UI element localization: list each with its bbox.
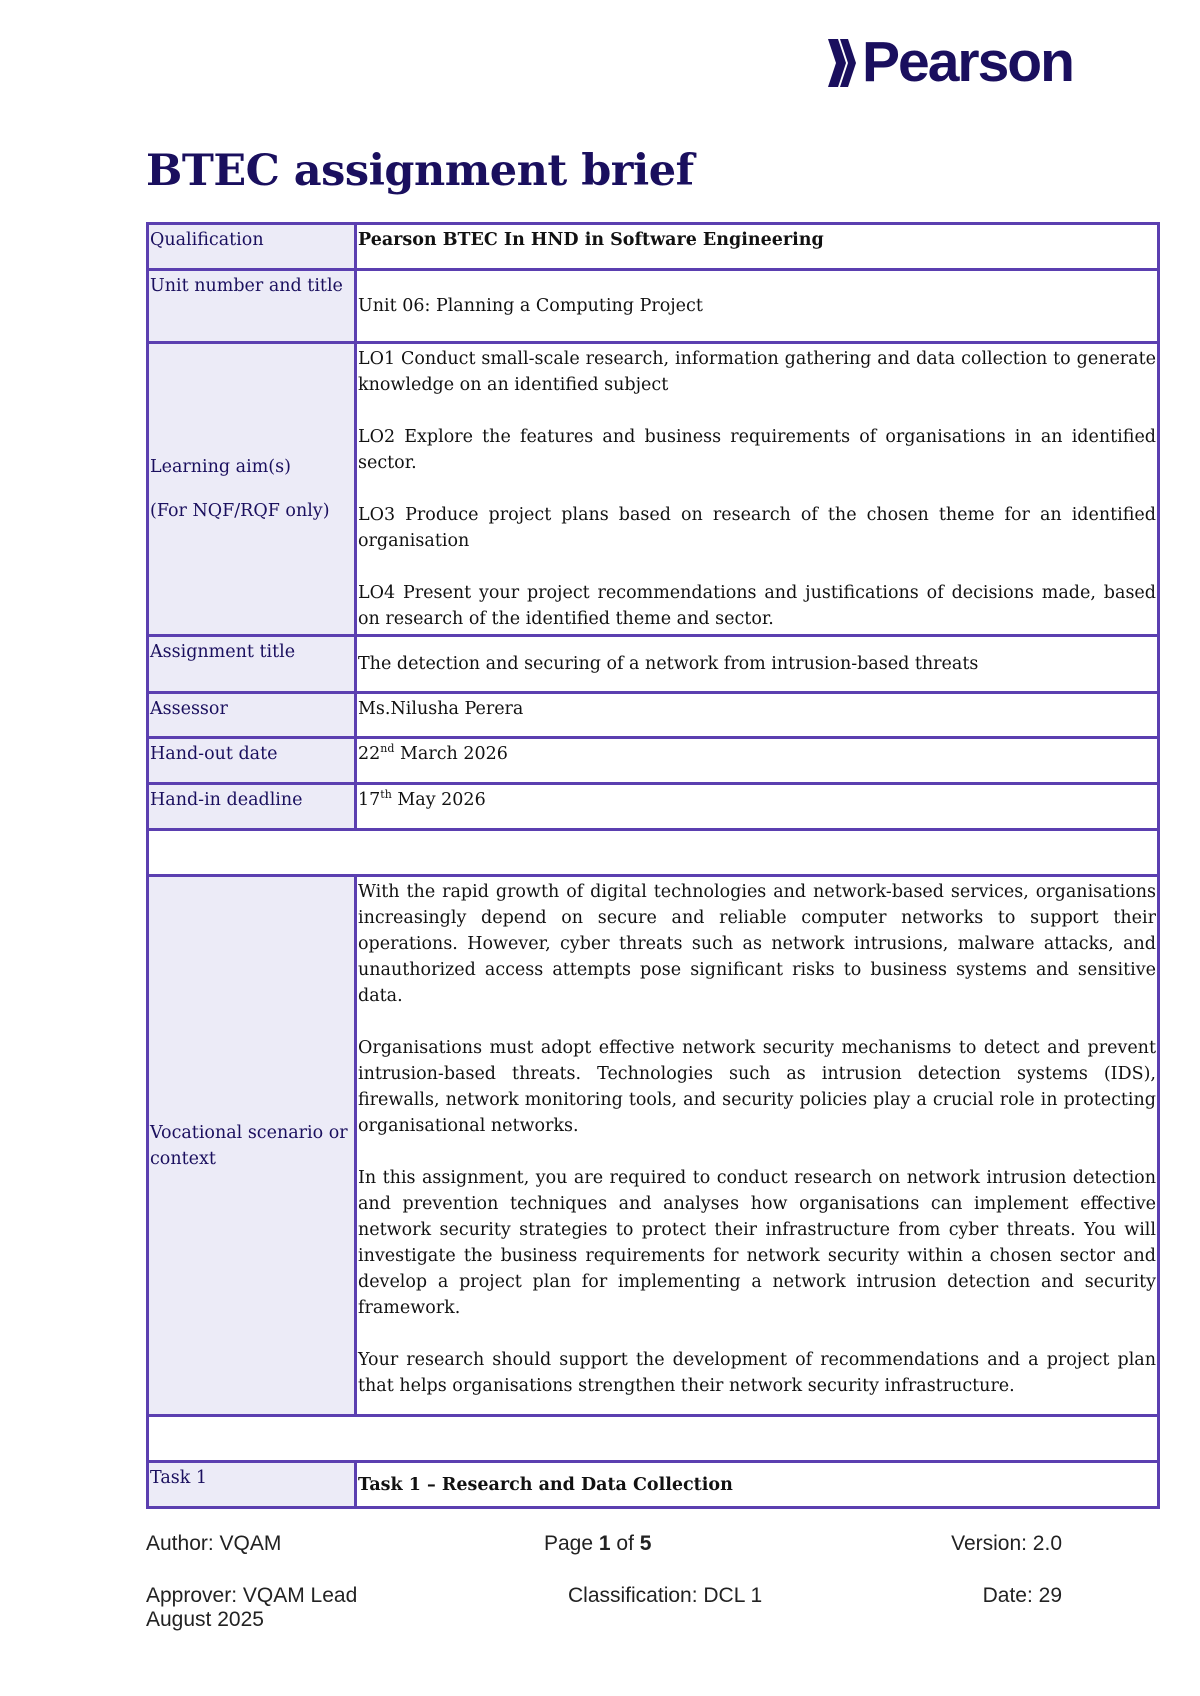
learning-aims-list [356,343,1159,636]
blank-row [148,830,1159,876]
unit-label: Unit number and title [148,270,356,343]
footer-page-of: of [610,1532,640,1555]
qualification-label: Qualification [148,224,356,270]
qualification-value: Pearson BTEC In HND in Software Engineering [356,224,1159,270]
footer-date: Date: 29 [982,1584,1062,1607]
task1-label: Task 1 [148,1462,356,1508]
footer-page-prefix: Page [544,1532,599,1555]
learning-aims-row [148,343,1159,636]
footer-approver: Approver: VQAM Lead [146,1584,358,1607]
footer-page-total: 5 [639,1532,652,1555]
assessor-value: Ms.Nilusha Perera [356,693,1159,738]
learning-aims-label: Learning aim(s) [150,457,291,477]
footer-date-continued: August 2025 [146,1608,264,1631]
assessor-label: Assessor [148,693,356,738]
scenario-text [356,876,1159,1416]
handin-day: 17 [358,790,381,810]
footer-page-current: 1 [598,1532,611,1555]
assignment-brief-table [146,222,1160,1509]
handout-day: 22 [358,744,381,764]
blank-cell-2 [148,1416,1159,1462]
task1-value: Task 1 – Research and Data Collection [356,1462,1159,1508]
logo-text: Pearson [862,30,1073,94]
task1-row [148,1462,1159,1508]
assignment-title-row [148,636,1159,693]
footer-author: Author: VQAM [146,1532,282,1555]
assignment-title-label: Assignment title [148,636,356,693]
qualification-row [148,224,1159,270]
footer-row-3 [146,1608,1060,1634]
handout-rest: March 2026 [394,744,508,764]
learning-aim-lo3: LO3 Produce project plans based on research of the chosen theme for an identified organisation [358,505,1156,551]
blank-row-2 [148,1416,1159,1462]
learning-aim-lo1: LO1 Conduct small-scale research, information gathering and data collection to generate knowledge on an identified subject [358,349,1156,395]
handout-suffix: nd [380,742,395,756]
learning-aims-sublabel: (For NQF/RQF only) [150,501,330,521]
scenario-label: Vocational scenario or context [148,876,356,1416]
blank-cell [148,830,1159,876]
handin-rest: May 2026 [391,790,486,810]
footer-classification: Classification: DCL 1 [568,1584,763,1607]
pearson-logo [826,30,1073,94]
handin-suffix: th [380,788,392,802]
scenario-paragraph: With the rapid growth of digital technologies and network-based services, organisations increasingly depend on secure and reliable computer networks to support their operations. However, cyber threats such as network intrusions, malware attacks, and unauthorized access attempts pose significant risks to business systems and sensitive data. [358,882,1156,1006]
assignment-title-value: The detection and securing of a network from intrusion-based threats [356,636,1159,693]
pearson-chevron-icon [826,37,860,89]
page-title: BTEC assignment brief [146,146,694,196]
unit-value: Unit 06: Planning a Computing Project [356,270,1159,343]
learning-aim-lo4: LO4 Present your project recommendations and justifications of decisions made, based on research of the identified theme and sector. [358,583,1156,629]
handin-value [356,784,1159,830]
scenario-paragraph: In this assignment, you are required to conduct research on network intrusion detection and prevention techniques and analyses how organisations can implement effective network security strategies to protect their infrastructure from cyber threats. You will investigate the business requirements for network security within a chosen sector and develop a project plan for implementing a network intrusion detection and security framework. [358,1168,1156,1318]
learning-aim-lo2: LO2 Explore the features and business requirements of organisations in an identified sector. [358,427,1156,473]
footer-page [544,1532,651,1556]
handout-row [148,738,1159,784]
learning-aims-label-cell [148,343,356,636]
handout-value [356,738,1159,784]
handin-label: Hand-in deadline [148,784,356,830]
footer-row-2 [146,1584,1060,1610]
footer-row-1 [146,1532,1060,1558]
scenario-row [148,876,1159,1416]
scenario-paragraph: Organisations must adopt effective network security mechanisms to detect and prevent intrusion-based threats. Technologies such as intrusion detection systems (IDS), firewalls, network monitoring tools, and security policies play a crucial role in protecting organisational networks. [358,1038,1156,1136]
assessor-row [148,693,1159,738]
unit-row [148,270,1159,343]
scenario-paragraph: Your research should support the development of recommendations and a project plan that helps organisations strengthen their network security infrastructure. [358,1350,1156,1396]
handin-row [148,784,1159,830]
footer-version: Version: 2.0 [951,1532,1062,1555]
handout-label: Hand-out date [148,738,356,784]
